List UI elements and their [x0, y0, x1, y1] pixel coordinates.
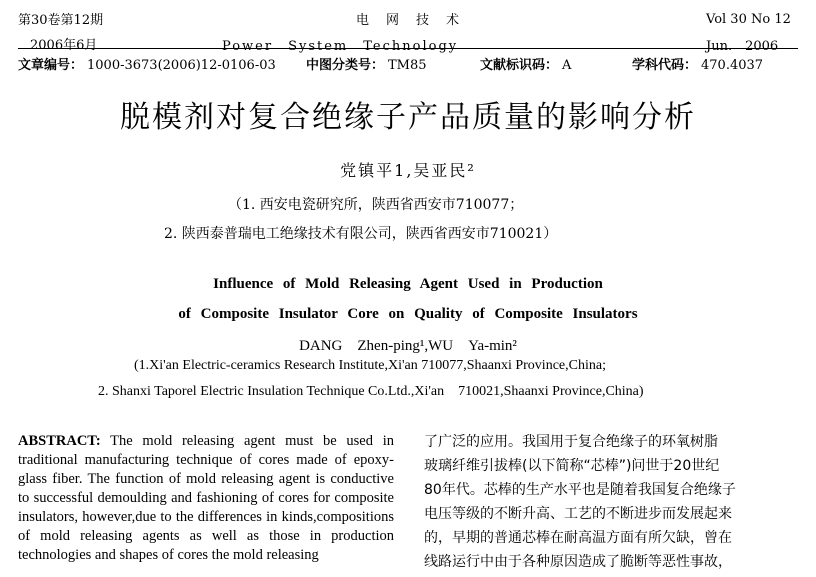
body-text-cn — [424, 430, 800, 574]
body-line: 的，早期的普通芯棒在耐高温方面有所欠缺，曾在 — [424, 530, 732, 546]
volume-issue-en: Vol 30 No 12 — [706, 12, 791, 27]
subject-code: 学科代码： 470.4037 — [632, 58, 764, 73]
body-line: 了广泛的应用。我国用于复合绝缘子的环氧树脂 — [424, 434, 718, 450]
body-line: 线路运行中由于各种原因造成了脆断等恶性事故， — [424, 554, 732, 570]
affiliation-cn-1: （1. 西安电瓷研究所，陕西省西安市710077； — [228, 197, 524, 213]
affiliation-en-1: (1.Xi'an Electric-ceramics Research Institute,Xi'an 710077,Shaanxi Province,China; — [134, 358, 606, 373]
header-rule — [18, 48, 798, 49]
journal-name-cn: 电 网 技 术 — [356, 13, 462, 28]
date-en: Jun. 2006 — [706, 39, 779, 54]
affiliation-en-2: 2. Shanxi Taporel Electric Insulation Technique Co.Ltd.,Xi'an 710021,Shaanxi Province,China) — [98, 384, 644, 399]
paper-title-en-line-1: Influence of Mold Releasing Agent Used in Production — [213, 276, 603, 292]
abstract-label: ABSTRACT: — [18, 433, 101, 449]
date-cn: 2006年6月 — [30, 38, 98, 53]
paper-title-cn: 脱模剂对复合绝缘子产品质量的影响分析 — [120, 100, 696, 135]
document-code: 文献标识码： A — [480, 58, 572, 73]
volume-issue-cn: 第30卷第12期 — [18, 13, 104, 28]
body-line: 电压等级的不断升高、工艺的不断进步而发展起来 — [424, 506, 732, 522]
article-number: 文章编号： 1000-3673(2006)12-0106-03 — [18, 58, 276, 73]
abstract-text: The mold releasing agent must be used in traditional manufacturing technique of cores made of epoxy-glass fiber. The function of mold releasing agent is conductive to successful demoulding and fashioning of cores for composite insulators, however,due to the differences in kinds,compositions of mold releasing agents as well as those in production technologies and shapes of cores the mold releasing — [18, 433, 394, 563]
authors-cn: 党镇平1,吴亚民² — [340, 161, 476, 180]
clc-number: 中图分类号： TM85 — [306, 58, 427, 73]
journal-name-en: Power System Technology — [222, 39, 459, 54]
affiliation-cn-2: 2. 陕西泰普瑞电工绝缘技术有限公司，陕西省西安市710021） — [164, 226, 558, 242]
paper-title-en-line-2: of Composite Insulator Core on Quality of Composite Insulators — [178, 306, 638, 322]
body-line: 玻璃纤维引拔棒(以下简称“芯棒”)问世于20世纪 — [424, 458, 720, 474]
abstract — [18, 432, 394, 565]
body-line: 80年代。芯棒的生产水平也是随着我国复合绝缘子 — [424, 482, 736, 498]
authors-en: DANG Zhen-ping¹,WU Ya-min² — [299, 338, 517, 354]
